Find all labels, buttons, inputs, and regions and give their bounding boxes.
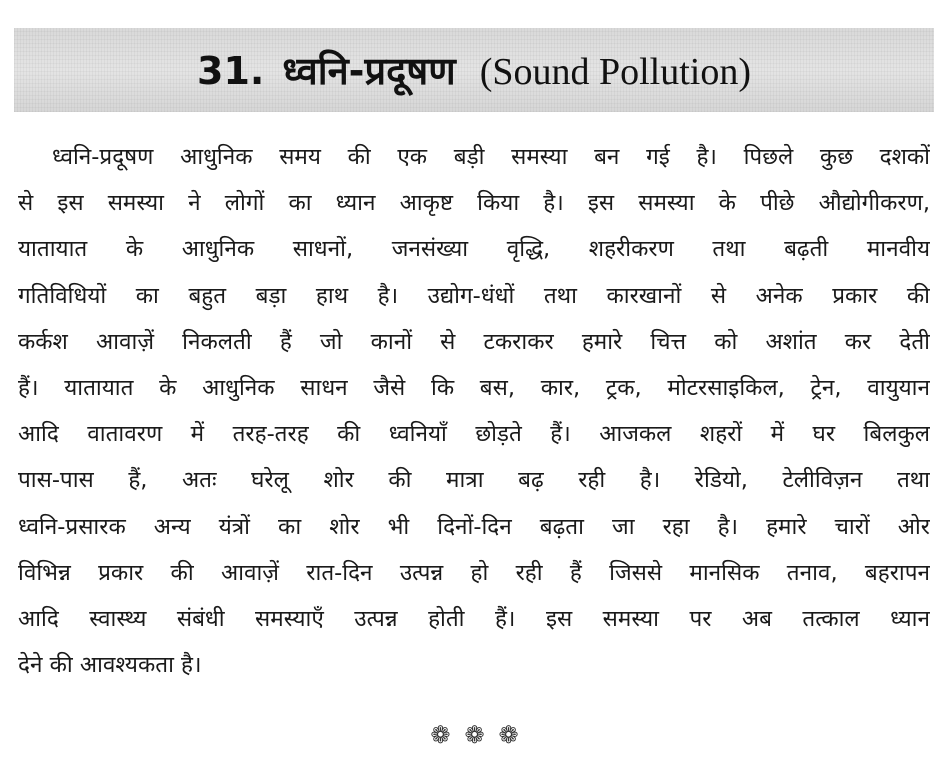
paragraph-line: कर्कश आवाज़ें निकलती हैं जो कानों से टकराकर हमारे चित्त को अशांत कर देती (18, 328, 930, 355)
paragraph-line: आदि स्वास्थ्य संबंधी समस्याएँ उत्पन्न होती हैं। इस समस्या पर अब तत्काल ध्यान (18, 605, 930, 632)
flower-ornament-icon: ❁ (464, 721, 485, 749)
paragraph-line: देने की आवश्यकता है। (18, 652, 202, 679)
page-title (197, 44, 751, 96)
title-band (14, 28, 934, 112)
end-ornaments (0, 720, 949, 750)
paragraph-line: गतिविधियों का बहुत बड़ा हाथ है। उद्योग-धंधों तथा कारखानों से अनेक प्रकार की (18, 282, 930, 309)
paragraph-line: आदि वातावरण में तरह-तरह की ध्वनियाँ छोड़ते हैं। आजकल शहरों में घर बिलकुल (18, 421, 930, 448)
paragraph-line: हैं। यातायात के आधुनिक साधन जैसे कि बस, कार, ट्रक, मोटरसाइकिल, ट्रेन, वायुयान (18, 374, 930, 401)
paragraph-line: से इस समस्या ने लोगों का ध्यान आकृष्ट किया है। इस समस्या के पीछे औद्योगीकरण, (18, 190, 930, 217)
paragraph-line: यातायात के आधुनिक साधनों, जनसंख्या वृद्धि, शहरीकरण तथा बढ़ती मानवीय (18, 236, 930, 263)
title-english: (Sound Pollution) (479, 51, 751, 93)
flower-ornament-icon: ❁ (430, 721, 451, 749)
flower-ornament-icon: ❁ (498, 721, 519, 749)
paragraph-line: ध्वनि-प्रदूषण आधुनिक समय की एक बड़ी समस्या बन गई है। पिछले कुछ दशकों (52, 144, 930, 170)
paragraph-line: पास-पास हैं, अतः घरेलू शोर की मात्रा बढ़ रही है। रेडियो, टेलीविज़न तथा (18, 467, 930, 494)
section-number: 31. (197, 49, 265, 93)
title-hindi: ध्वनि-प्रदूषण (282, 49, 456, 93)
paragraph-line: विभिन्न प्रकार की आवाज़ें रात-दिन उत्पन्न हो रही हैं जिससे मानसिक तनाव, बहरापन (18, 559, 930, 586)
essay-paragraph (18, 134, 930, 688)
paragraph-line: ध्वनि-प्रसारक अन्य यंत्रों का शोर भी दिनों-दिन बढ़ता जा रहा है। हमारे चारों ओर (18, 513, 930, 540)
